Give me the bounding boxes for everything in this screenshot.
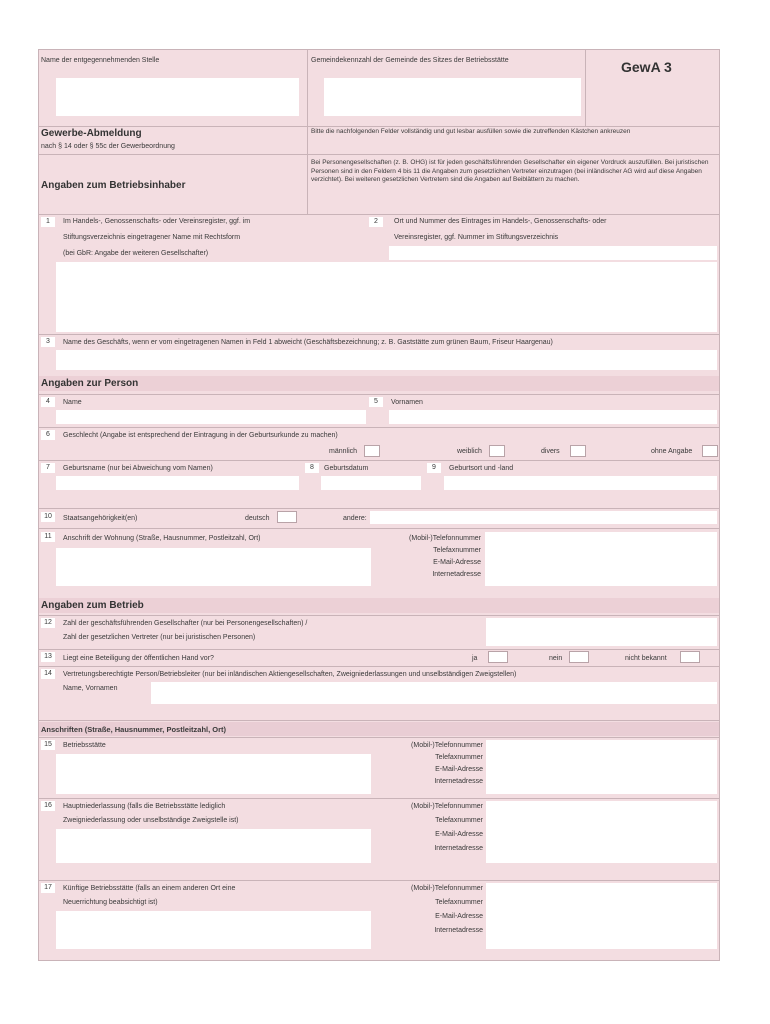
form-title: Gewerbe-Abmeldung (41, 128, 142, 139)
person-heading: Angaben zur Person (41, 378, 139, 389)
field-10-label: Staatsangehörigkeit(en) (63, 515, 138, 522)
field-16-label-line1: Hauptniederlassung (falls die Betriebsstätte lediglich (63, 803, 226, 810)
head-office-phone-label: (Mobil-)Telefonnummer (411, 803, 483, 810)
premises-web-label: Internetadresse (434, 778, 483, 785)
option-female-label: weiblich (457, 448, 482, 455)
future-premises-fax-label: Telefaxnummer (435, 899, 483, 906)
birth-name-input[interactable] (56, 476, 299, 490)
owner-heading: Angaben zum Betriebsinhaber (41, 180, 186, 191)
option-none-label: ohne Angabe (651, 448, 693, 455)
residence-contact-input[interactable] (485, 532, 717, 586)
option-diverse-label: divers (541, 448, 560, 455)
future-premises-contact-input[interactable] (486, 883, 717, 949)
other-nationality-input[interactable] (370, 511, 717, 524)
option-unknown-label: nicht bekannt (625, 655, 667, 662)
field-15-number: 15 (41, 740, 55, 750)
option-other-label: andere: (343, 515, 367, 522)
future-premises-address-input[interactable] (56, 911, 371, 949)
option-no-label: nein (549, 655, 563, 662)
field-10-number: 10 (41, 512, 55, 522)
recipient-field[interactable] (56, 78, 299, 116)
form-code: GewA 3 (621, 59, 672, 75)
field-14-label-line1: Vertretungsberechtigte Person/Betriebsleiter (nur bei inländischen Aktiengesellschaften, Zweigniederlassungen und unselbständigen Zweigstellen) (63, 671, 517, 678)
representative-count-input[interactable] (486, 618, 717, 646)
field-2-label-line2: Vereinsregister, ggf. Nummer im Stiftungsverzeichnis (394, 234, 559, 241)
gewa3-form (38, 49, 720, 961)
future-premises-web-label: Internetadresse (434, 927, 483, 934)
option-yes-label: ja (472, 655, 478, 662)
field-2-input[interactable] (389, 246, 717, 260)
field-5-label: Vornamen (391, 399, 423, 406)
field-5-number: 5 (369, 397, 383, 407)
diverse-checkbox[interactable] (570, 445, 586, 457)
field-1-label-line1: Im Handels-, Genossenschafts- oder Vereinsregister, ggf. im (63, 218, 251, 225)
field-6-label: Geschlecht (Angabe ist entsprechend der Eintragung in der Geburtsurkunde zu machen) (63, 432, 338, 439)
field-8-number: 8 (305, 463, 319, 473)
form-subtitle: nach § 14 oder § 55c der Gewerbeordnung (41, 143, 175, 150)
field-3-label: Name des Geschäfts, wenn er vom eingetragenen Namen in Feld 1 abweicht (Geschäftsbezeichnung; z. B. Gaststätte zum grünen Baum, Friseur Haargenau) (63, 339, 553, 346)
field-1-number: 1 (41, 217, 55, 227)
field-11-label: Anschrift der Wohnung (Straße, Hausnummer, Postleitzahl, Ort) (63, 535, 261, 542)
birth-date-input[interactable] (321, 476, 421, 490)
head-office-web-label: Internetadresse (434, 845, 483, 852)
option-male-label: männlich (329, 448, 358, 455)
field-4-number: 4 (41, 397, 55, 407)
partnership-note: Bei Personengesellschaften (z. B. OHG) ist für jeden geschäftsführenden Gesellschafter ein eigener Vordruck auszufüllen. Bei juristischen Personen sind in den Feldern 4 bis 11 die Angaben zum gesetzlichen Vertreter einzutragen (bei inländischer AG wird auf diese Angaben verzichtet). Bei weiteren gesetzlichen Vertretern sind die Angaben auf Beiblättern zu machen. (311, 159, 709, 183)
field-2-number: 2 (369, 217, 383, 227)
premises-address-input[interactable] (56, 754, 371, 794)
head-office-fax-label: Telefaxnummer (435, 817, 483, 824)
first-names-input[interactable] (389, 410, 717, 424)
field-2-label-line1: Ort und Nummer des Eintrages im Handels-, Genossenschafts- oder (394, 218, 607, 225)
manager-name-input[interactable] (151, 682, 717, 704)
field-14-number: 14 (41, 669, 55, 679)
field-17-label-line2: Neuerrichtung beabsichtigt ist) (63, 899, 158, 906)
field-14-label-line2: Name, Vornamen (63, 685, 118, 692)
field-12-number: 12 (41, 618, 55, 628)
field-1-label-line3: (bei GbR: Angabe der weiteren Gesellschafter) (63, 250, 209, 257)
person-section-band (39, 376, 719, 391)
public-share-unknown-checkbox[interactable] (680, 651, 700, 663)
field-3-number: 3 (41, 337, 55, 347)
addresses-heading: Anschriften (Straße, Hausnummer, Postleitzahl, Ort) (41, 725, 227, 734)
field-1-input[interactable] (56, 262, 717, 332)
premises-email-label: E-Mail-Adresse (435, 766, 483, 773)
field-11-number: 11 (41, 532, 55, 542)
municipality-field[interactable] (324, 78, 581, 116)
field-9-number: 9 (427, 463, 441, 473)
field-12-label-line1: Zahl der geschäftsführenden Gesellschafter (nur bei Personengesellschaften) / (63, 620, 308, 627)
option-german-label: deutsch (245, 515, 270, 522)
residence-fax-label: Telefaxnummer (433, 547, 481, 554)
field-8-label: Geburtsdatum (324, 465, 369, 472)
field-17-label-line1: Künftige Betriebsstätte (falls an einem anderen Ort eine (63, 885, 236, 892)
name-input[interactable] (56, 410, 366, 424)
public-share-no-checkbox[interactable] (569, 651, 589, 663)
future-premises-email-label: E-Mail-Adresse (435, 913, 483, 920)
field-1-label-line2: Stiftungsverzeichnis eingetragener Name mit Rechtsform (63, 234, 241, 241)
field-16-label-line2: Zweigniederlassung oder unselbständige Zweigstelle ist) (63, 817, 239, 824)
field-4-label: Name (63, 399, 82, 406)
field-16-number: 16 (41, 801, 55, 811)
head-office-email-label: E-Mail-Adresse (435, 831, 483, 838)
future-premises-phone-label: (Mobil-)Telefonnummer (411, 885, 483, 892)
field-15-label: Betriebsstätte (63, 742, 106, 749)
field-6-number: 6 (41, 430, 55, 440)
field-13-number: 13 (41, 652, 55, 662)
field-7-label: Geburtsname (nur bei Abweichung vom Namen) (63, 465, 213, 472)
premises-contact-input[interactable] (486, 740, 717, 794)
premises-phone-label: (Mobil-)Telefonnummer (411, 742, 483, 749)
residence-email-label: E-Mail-Adresse (433, 559, 481, 566)
female-checkbox[interactable] (489, 445, 505, 457)
field-7-number: 7 (41, 463, 55, 473)
head-office-address-input[interactable] (56, 829, 371, 863)
residence-web-label: Internetadresse (432, 571, 481, 578)
public-share-yes-checkbox[interactable] (488, 651, 508, 663)
field-12-label-line2: Zahl der gesetzlichen Vertreter (nur bei juristischen Personen) (63, 634, 256, 641)
premises-fax-label: Telefaxnummer (435, 754, 483, 761)
business-heading: Angaben zum Betrieb (41, 600, 144, 611)
residence-address-input[interactable] (56, 548, 371, 586)
field-9-label: Geburtsort und -land (449, 465, 514, 472)
no-answer-checkbox[interactable] (702, 445, 718, 457)
male-checkbox[interactable] (364, 445, 380, 457)
field-13-label: Liegt eine Beteiligung der öffentlichen Hand vor? (63, 655, 214, 662)
municipality-label: Gemeindekennzahl der Gemeinde des Sitzes der Betriebsstätte (311, 57, 509, 64)
residence-phone-label: (Mobil-)Telefonnummer (409, 535, 481, 542)
field-17-number: 17 (41, 883, 55, 893)
field-3-input[interactable] (56, 350, 717, 370)
recipient-label: Name der entgegennehmenden Stelle (41, 57, 160, 64)
instruction-text: Bitte die nachfolgenden Felder vollständig und gut lesbar ausfüllen sowie die zutreffenden Kästchen ankreuzen (311, 128, 631, 135)
head-office-contact-input[interactable] (486, 801, 717, 863)
birth-place-input[interactable] (444, 476, 717, 490)
german-checkbox[interactable] (277, 511, 297, 523)
